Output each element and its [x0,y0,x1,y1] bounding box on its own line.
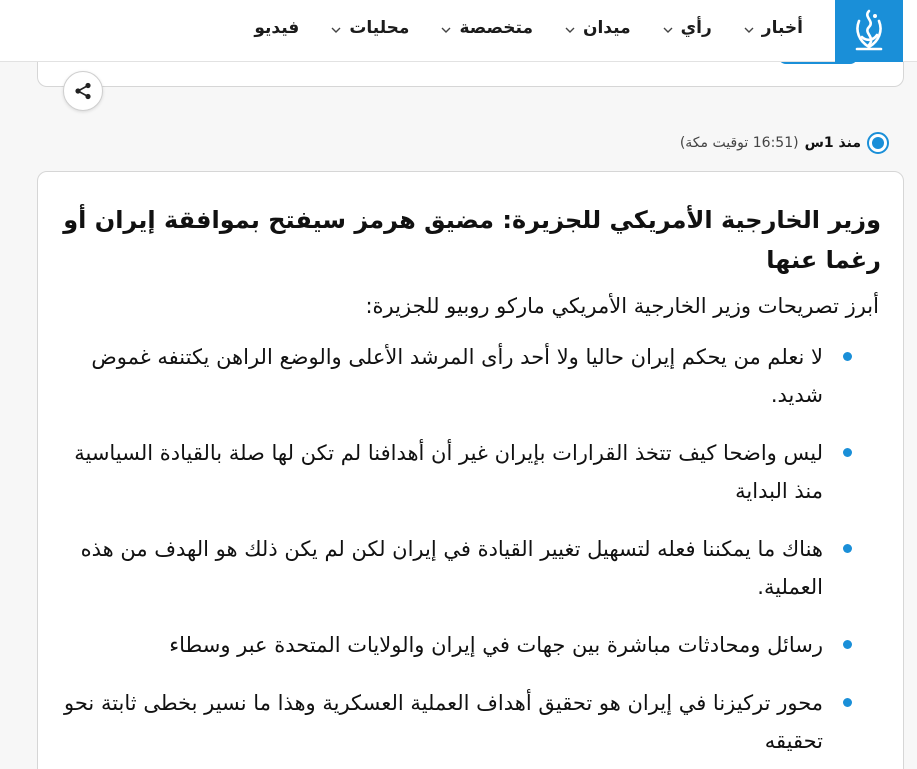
list-item: رسائل ومحادثات مباشرة بين جهات في إيران والولايات المتحدة عبر وسطاء [61,626,851,664]
post-bullet-list [61,338,851,769]
update-timestamp [680,132,889,154]
chevron-down-icon [565,27,575,33]
nav-item-video[interactable] [254,18,299,38]
nav-item-label: محليات [349,18,410,38]
share-icon [73,81,93,101]
time-ago: منذ 1س [804,135,861,151]
nav-item-midan[interactable] [565,18,631,38]
live-update-card [37,171,904,769]
list-item: ليس واضحا كيف تتخذ القرارات بإيران غير أن أهدافنا لم تكن لها صلة بالقيادة السياسية منذ البداية [61,434,851,510]
top-navigation-bar [0,0,917,62]
list-item: هناك ما يمكننا فعله لتسهيل تغيير القيادة في إيران لكن لم يكن ذلك هو الهدف من هذه العملية. [61,530,851,606]
nav-item-label: رأي [680,18,712,38]
nav-item-label: متخصصة [459,18,533,38]
share-button[interactable] [63,71,103,111]
list-item: لا نعلم من يحكم إيران حاليا ولا أحد رأى المرشد الأعلى والوضع الراهن يكتنفه غموض شديد. [61,338,851,414]
list-item: محور تركيزنا في إيران هو تحقيق أهداف العملية العسكرية وهذا ما نسير بخطى ثابتة نحو تحقيقه [61,684,851,760]
nav-item-local[interactable] [331,18,409,38]
nav-item-label: أخبار [761,18,803,38]
nav-item-label: فيديو [254,18,300,38]
post-title: وزير الخارجية الأمريكي للجزيرة: مضيق هرمز سيفتح بموافقة إيران أو رغما عنها [63,206,881,274]
nav-item-label: ميدان [582,18,631,38]
chevron-down-icon [744,27,754,33]
chevron-down-icon [663,27,673,33]
chevron-down-icon [441,27,451,33]
nav-item-specialized[interactable] [441,18,533,38]
live-indicator-icon [867,132,889,154]
main-nav [254,0,803,56]
post-intro: أبرز تصريحات وزير الخارجية الأمريكي ماركو روبيو للجزيرة: [365,294,879,318]
nav-item-news[interactable] [744,18,803,38]
chevron-down-icon [331,27,341,33]
aljazeera-logo-icon[interactable] [835,0,903,62]
nav-item-opinion[interactable] [663,18,712,38]
time-clock: (16:51 توقيت مكة) [679,135,799,151]
